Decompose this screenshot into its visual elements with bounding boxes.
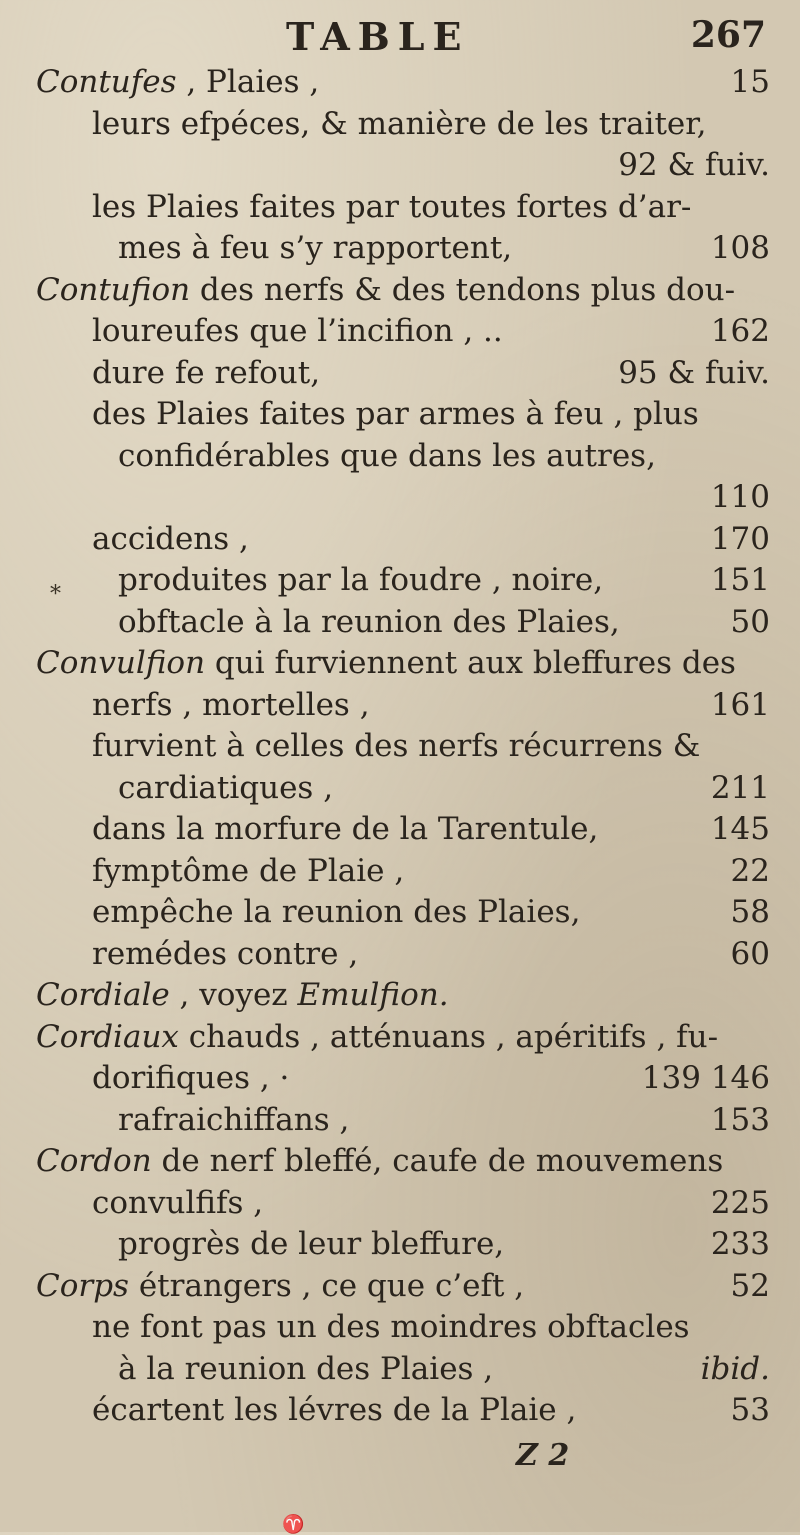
signature-mark: Z 2: [516, 1438, 570, 1473]
index-entry-line: [0, 309, 800, 353]
page-number: 267: [690, 14, 766, 56]
entry-text: [36, 1139, 723, 1183]
index-entry-line: [0, 1015, 800, 1059]
entry-text: loureufes que l’incifion , ..: [92, 313, 503, 349]
entry-text: remédes contre ,: [92, 935, 359, 972]
page-reference: ibid.: [700, 1350, 770, 1387]
running-title: TABLE: [286, 14, 470, 59]
entry-text: [36, 1264, 524, 1308]
entry-text-rest: , Plaies ,: [176, 64, 320, 100]
entry-text: obftacle à la reunion des Plaies,: [118, 603, 620, 640]
index-entry-line: [0, 683, 800, 727]
page-reference: 108: [710, 230, 770, 266]
page-header: [0, 14, 800, 64]
index-entry-line: [0, 102, 800, 146]
page-reference: 53: [730, 1392, 770, 1428]
index-entry-line: [0, 226, 800, 270]
page-reference: 211: [710, 769, 770, 806]
entry-text: accidens ,: [92, 520, 249, 557]
page-reference: 95 & fuiv.: [618, 354, 770, 391]
index-entry-line: [0, 641, 800, 685]
entry-text: convulfifs ,: [92, 1184, 264, 1221]
index-entry-line: [0, 1098, 800, 1142]
entry-text: rafraichiffans ,: [118, 1101, 350, 1138]
page-reference: 15: [730, 64, 770, 100]
index-entry-line: [0, 143, 800, 187]
index-entry-line: [0, 1139, 800, 1183]
entry-text: dorifiques , ·: [92, 1060, 290, 1096]
page-reference: 162: [710, 313, 770, 349]
page-reference: 151: [710, 562, 770, 598]
marginal-asterisk: *: [50, 582, 61, 607]
entry-text: empêche la reunion des Plaies,: [92, 894, 581, 930]
page-reference: 139 146: [641, 1060, 770, 1096]
entry-text: fymptôme de Plaie ,: [92, 852, 405, 889]
page-reference: 170: [710, 520, 770, 557]
entry-headword: Cordiaux: [36, 1018, 179, 1055]
entry-text: à la reunion des Plaies ,: [118, 1350, 494, 1387]
entry-text: les Plaies faites par toutes fortes d’ar-: [92, 188, 692, 225]
index-entry-line: [0, 558, 800, 602]
entry-text: dans la morfure de la Tarentule,: [92, 811, 599, 847]
entry-text-rest: chauds , atténuans , apéritifs , fu-: [178, 1018, 719, 1055]
entry-text: [36, 1015, 718, 1059]
page-reference: 110: [710, 479, 770, 515]
index-entry-line: [0, 766, 800, 810]
entry-text-rest: de nerf bleffé, caufe de mouvemens: [151, 1143, 724, 1179]
index-entry-line: [0, 1347, 800, 1391]
page-reference: 58: [730, 894, 770, 930]
index-entry-line: [0, 60, 800, 104]
entry-headword: Cordon: [36, 1143, 152, 1179]
entry-text: ne font pas un des moindres obftacles: [92, 1309, 690, 1345]
index-entry-line: [0, 890, 800, 934]
page-reference: 60: [730, 935, 770, 972]
page-reference: 52: [730, 1267, 770, 1304]
index-entry-line: [0, 434, 800, 478]
entry-headword: Contufion: [36, 271, 191, 308]
index-entry-line: [0, 185, 800, 229]
entry-text: [36, 60, 319, 104]
entry-text: furvient à celles des nerfs récurrens &: [92, 728, 701, 764]
page-reference: 145: [710, 811, 770, 847]
index-entry-line: [0, 600, 800, 644]
index-entry-line: [0, 932, 800, 976]
entry-headword: Convulfion: [36, 645, 206, 681]
index-entry-line: [0, 724, 800, 768]
entry-text-rest: qui furviennent aux bleffures des: [205, 645, 736, 681]
entry-text: produites par la foudre , noire,: [118, 562, 604, 598]
entry-headword: Corps: [36, 1267, 129, 1304]
entry-text-rest: étrangers , ce que c’eft ,: [128, 1267, 525, 1304]
index-entry-line: [0, 1388, 800, 1432]
entry-text: dure fe refout,: [92, 354, 321, 391]
index-entry-line: [0, 849, 800, 893]
entry-crossref: Emulfion.: [297, 977, 449, 1013]
entry-text: leurs efpéces, & manière de les traiter,: [92, 105, 707, 142]
entry-text: mes à feu s’y rapportent,: [118, 230, 513, 266]
index-entry-line: [0, 1056, 800, 1100]
entry-text: des Plaies faites par armes à feu , plus: [92, 396, 699, 432]
entry-text-rest: , voyez: [169, 977, 298, 1013]
entry-headword: Contufes: [36, 64, 177, 100]
index-entry-line: [0, 1305, 800, 1349]
page-reference: 92 & fuiv.: [618, 147, 770, 183]
page-reference: 153: [710, 1101, 770, 1138]
page-reference: 225: [710, 1184, 770, 1221]
entry-text: nerfs , mortelles ,: [92, 686, 370, 723]
page-reference: 161: [710, 686, 770, 723]
index-entry-line: [0, 351, 800, 395]
entry-text: [36, 641, 736, 685]
entry-text: [36, 268, 735, 312]
bottom-ornament: ♈: [282, 1514, 305, 1535]
entry-text: [36, 973, 449, 1017]
page-reference: 22: [730, 852, 770, 889]
entry-text: progrès de leur bleffure,: [118, 1226, 505, 1262]
index-entry-line: [0, 1222, 800, 1266]
entry-text: confidérables que dans les autres,: [118, 437, 656, 474]
page-reference: 50: [730, 603, 770, 640]
entry-text: cardiatiques ,: [118, 769, 334, 806]
page-reference: 233: [710, 1226, 770, 1262]
index-entry-line: [0, 392, 800, 436]
index-entry-line: [0, 475, 800, 519]
index-entry-line: [0, 268, 800, 312]
index-entry-line: [0, 807, 800, 851]
entry-text: écartent les lévres de la Plaie ,: [92, 1392, 577, 1428]
entry-headword: Cordiale: [36, 977, 170, 1013]
entry-text-rest: des nerfs & des tendons plus dou-: [190, 271, 736, 308]
index-entry-line: [0, 517, 800, 561]
index-entry-line: [0, 1181, 800, 1225]
index-entry-line: [0, 973, 800, 1017]
index-entry-line: [0, 1264, 800, 1308]
